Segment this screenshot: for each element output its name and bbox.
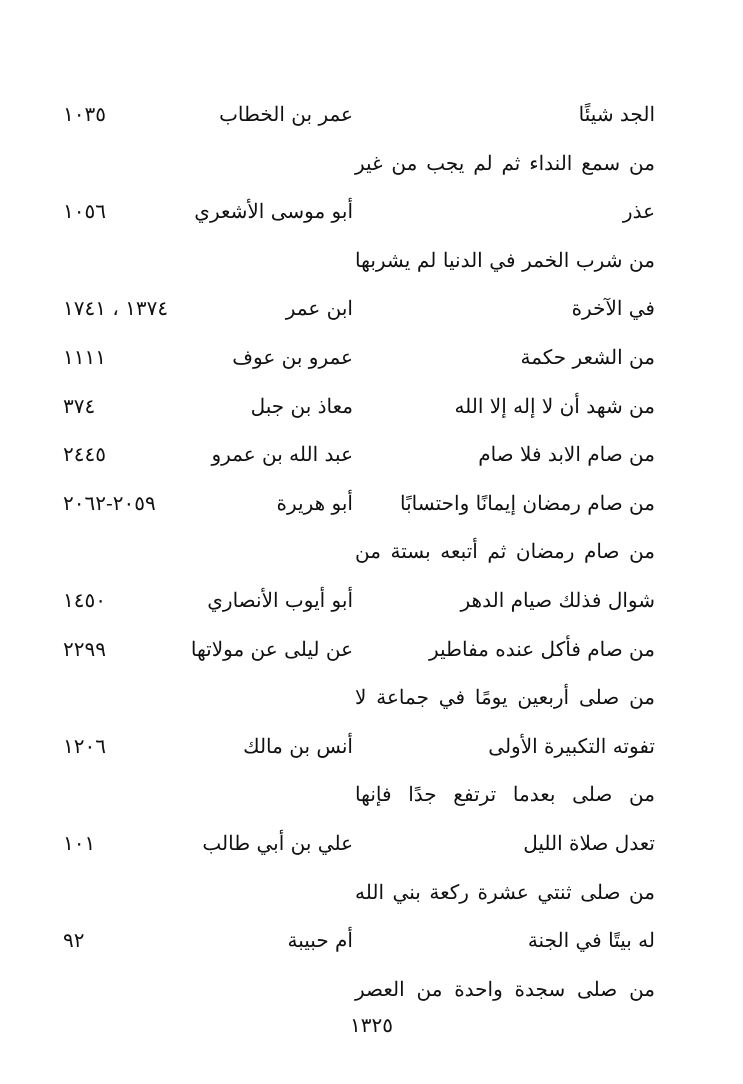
narrator: أنس بن مالك: [243, 733, 353, 758]
hadith-text: من صام رمضان إيمانًا واحتسابًا: [400, 490, 655, 515]
hadith-text: من صلى ثنتي عشرة ركعة بني الله: [355, 879, 655, 904]
narrator: ابن عمر: [285, 296, 353, 321]
hadith-text: من صام رمضان ثم أتبعه بستة من: [355, 539, 655, 564]
reference-number: ١٣٧٤ ، ١٧٤١: [63, 296, 169, 321]
narrator: أم حبيبة: [287, 928, 353, 953]
index-entry: [0, 679, 743, 715]
reference-number: ١٠٣٥: [63, 102, 106, 126]
reference-number: ١٤٥٠: [63, 588, 106, 612]
page-number: ١٣٢٥: [350, 1013, 393, 1037]
reference-number: ١٠٥٦: [63, 199, 106, 224]
index-entry: [0, 776, 743, 812]
reference-number: ١١١١: [63, 345, 106, 369]
index-entry: [0, 339, 743, 375]
index-entry: [0, 631, 743, 667]
index-entry: [0, 193, 743, 229]
reference-number: ١٠١: [63, 831, 96, 855]
narrator: عبد الله بن عمرو: [211, 442, 353, 467]
index-entry: [0, 825, 743, 861]
index-entry: [0, 290, 743, 326]
hadith-text: من صلى بعدما ترتفع جدًا فإنها: [355, 782, 655, 807]
hadith-text: عذر: [622, 199, 655, 224]
index-entry: [0, 96, 743, 132]
reference-number: ٩٢: [63, 928, 85, 953]
hadith-text: تعدل صلاة الليل: [523, 831, 655, 855]
hadith-text: شوال فذلك صيام الدهر: [460, 588, 655, 612]
hadith-text: من شرب الخمر في الدنيا لم يشربها: [355, 247, 655, 272]
reference-number: ٣٧٤: [63, 393, 96, 418]
index-entry: [0, 485, 743, 521]
narrator: أبو هريرة: [276, 490, 353, 515]
index-entry: [0, 145, 743, 181]
index-entry: [0, 971, 743, 1007]
index-entry: [0, 242, 743, 278]
index-entry: [0, 533, 743, 569]
index-entry: [0, 874, 743, 910]
hadith-text: من الشعر حكمة: [520, 345, 655, 369]
hadith-text: في الآخرة: [571, 296, 655, 321]
hadith-text: من صلى سجدة واحدة من العصر: [355, 976, 655, 1001]
reference-number: ١٢٠٦: [63, 733, 106, 758]
index-entry: [0, 922, 743, 958]
narrator: علي بن أبي طالب: [202, 831, 353, 855]
narrator: عمر بن الخطاب: [219, 102, 353, 126]
hadith-text: من صلى أربعين يومًا في جماعة لا: [355, 685, 655, 710]
hadith-text: له بيتًا في الجنة: [527, 928, 655, 953]
index-entry: [0, 728, 743, 764]
hadith-text: تفوته التكبيرة الأولى: [488, 733, 655, 758]
hadith-text: من سمع النداء ثم لم يجب من غير: [355, 150, 655, 175]
index-entry: [0, 436, 743, 472]
reference-number: ٢٤٤٥: [63, 442, 106, 467]
hadith-text: من شهد أن لا إله إلا الله: [454, 393, 655, 418]
narrator: عن ليلى عن مولاتها: [190, 636, 353, 661]
narrator: معاذ بن جبل: [250, 393, 353, 418]
index-entry: [0, 388, 743, 424]
reference-number: ٢٢٩٩: [63, 636, 106, 661]
narrator: عمرو بن عوف: [232, 345, 353, 369]
narrator: أبو موسى الأشعري: [194, 199, 353, 224]
hadith-text: من صام فأكل عنده مفاطير: [428, 636, 655, 661]
hadith-text: الجد شيئًا: [578, 102, 655, 126]
reference-number: ٢٠٥٩-٢٠٦٢: [63, 490, 156, 515]
index-entry: [0, 582, 743, 618]
narrator: أبو أيوب الأنصاري: [207, 588, 353, 612]
hadith-text: من صام الابد فلا صام: [478, 442, 655, 467]
